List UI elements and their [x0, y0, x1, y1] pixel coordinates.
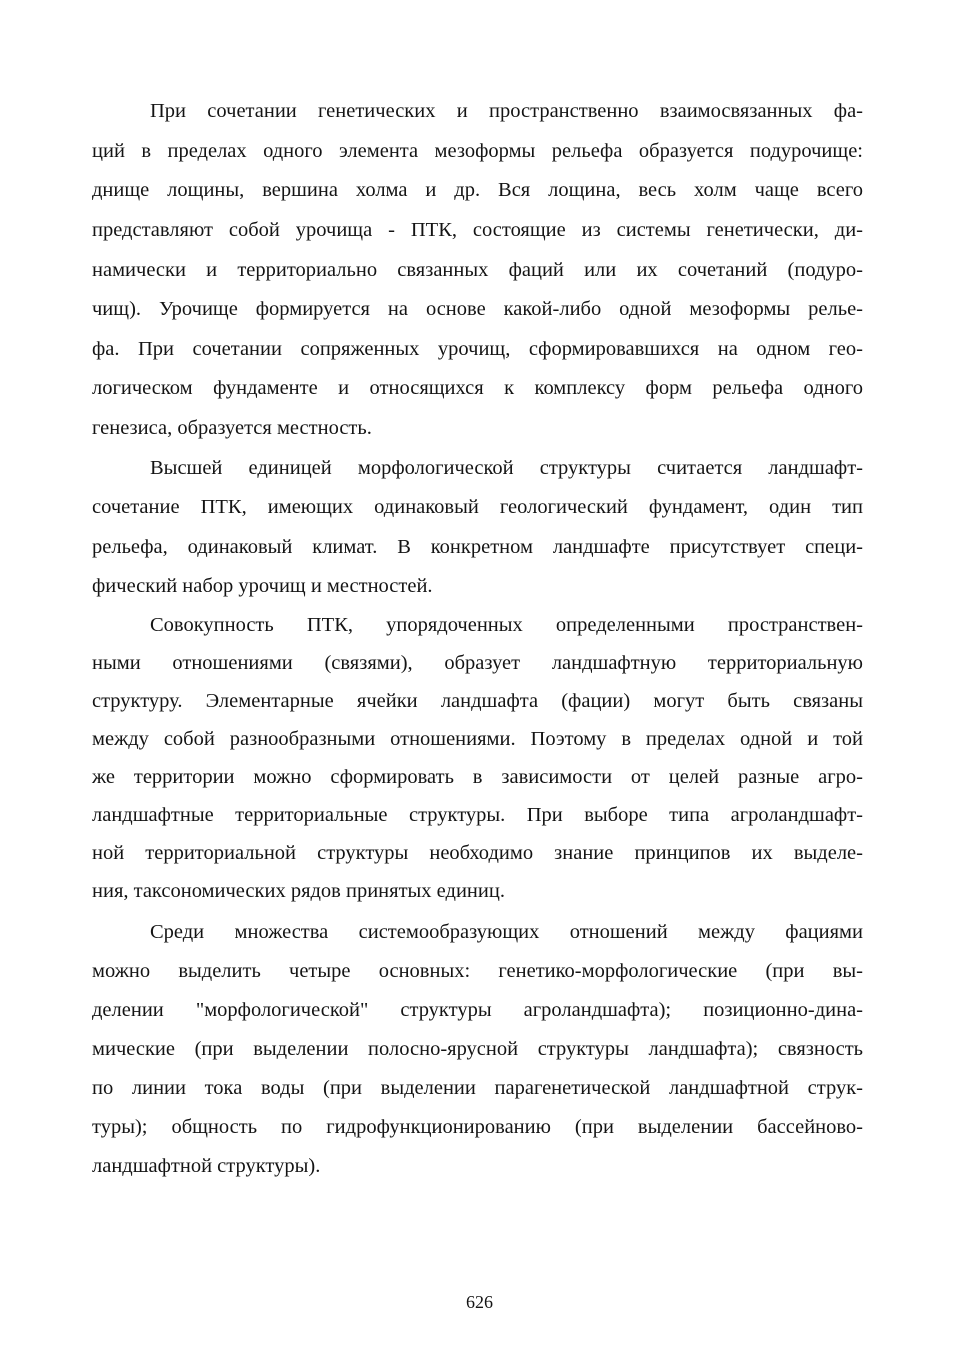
text-line: Совокупность ПТК, упорядоченных определенными пространствен- [150, 614, 863, 636]
text-line: генезиса, образуется местность. [92, 417, 372, 439]
text-line: ландшафтной структуры). [92, 1155, 321, 1177]
text-line: Среди множества системообразующих отношений между фациями [150, 921, 863, 943]
text-line: намически и территориально связанных фаций или их сочетаний (подуро- [92, 259, 863, 281]
text-line: представляют собой урочища - ПТК, состоящие из системы генетически, ди- [92, 219, 863, 241]
text-line: Высшей единицей морфологической структуры считается ландшафт- [150, 457, 863, 479]
text-line: же территории можно сформировать в зависимости от целей разные агро- [92, 766, 863, 788]
text-line: сочетание ПТК, имеющих одинаковый геологический фундамент, один тип [92, 496, 863, 518]
text-line: фа. При сочетании сопряженных урочищ, сформировавшихся на одном гео- [92, 338, 863, 360]
text-line: чищ). Урочище формируется на основе какой-либо одной мезоформы релье- [92, 298, 863, 320]
page-number: 626 [466, 1292, 493, 1312]
text-line: днище лощины, вершина холма и др. Вся лощина, весь холм чаще всего [92, 179, 863, 201]
text-line: туры); общность по гидрофункционированию (при выделении бассейново- [92, 1116, 863, 1138]
text-line: ными отношениями (связями), образует ландшафтную территориальную [92, 652, 863, 674]
text-line: структуру. Элементарные ячейки ландшафта (фации) могут быть связаны [92, 690, 863, 712]
text-line: по линии тока воды (при выделении парагенетической ландшафтной струк- [92, 1077, 863, 1099]
text-line: делении "морфологической" структуры агроландшафта); позиционно-дина- [92, 999, 863, 1021]
text-line: ций в пределах одного элемента мезоформы рельефа образуется подурочище: [92, 140, 863, 162]
text-line: между собой разнообразными отношениями. Поэтому в пределах одной и той [92, 728, 863, 750]
text-line: фический набор урочищ и местностей. [92, 575, 433, 597]
text-line: логическом фундаменте и относящихся к комплексу форм рельефа одного [92, 377, 863, 399]
text-line: можно выделить четыре основных: генетико-морфологические (при вы- [92, 960, 863, 982]
text-line: ландшафтные территориальные структуры. При выборе типа агроландшафт- [92, 804, 863, 826]
text-line: мические (при выделении полосно-ярусной структуры ландшафта); связность [92, 1038, 863, 1060]
text-line: ной территориальной структуры необходимо знание принципов их выделе- [92, 842, 863, 864]
text-line: При сочетании генетических и пространственно взаимосвязанных фа- [150, 100, 863, 122]
text-line: рельефа, одинаковый климат. В конкретном ландшафте присутствует специ- [92, 536, 863, 558]
text-line: ния, таксономических рядов принятых единиц. [92, 880, 505, 902]
